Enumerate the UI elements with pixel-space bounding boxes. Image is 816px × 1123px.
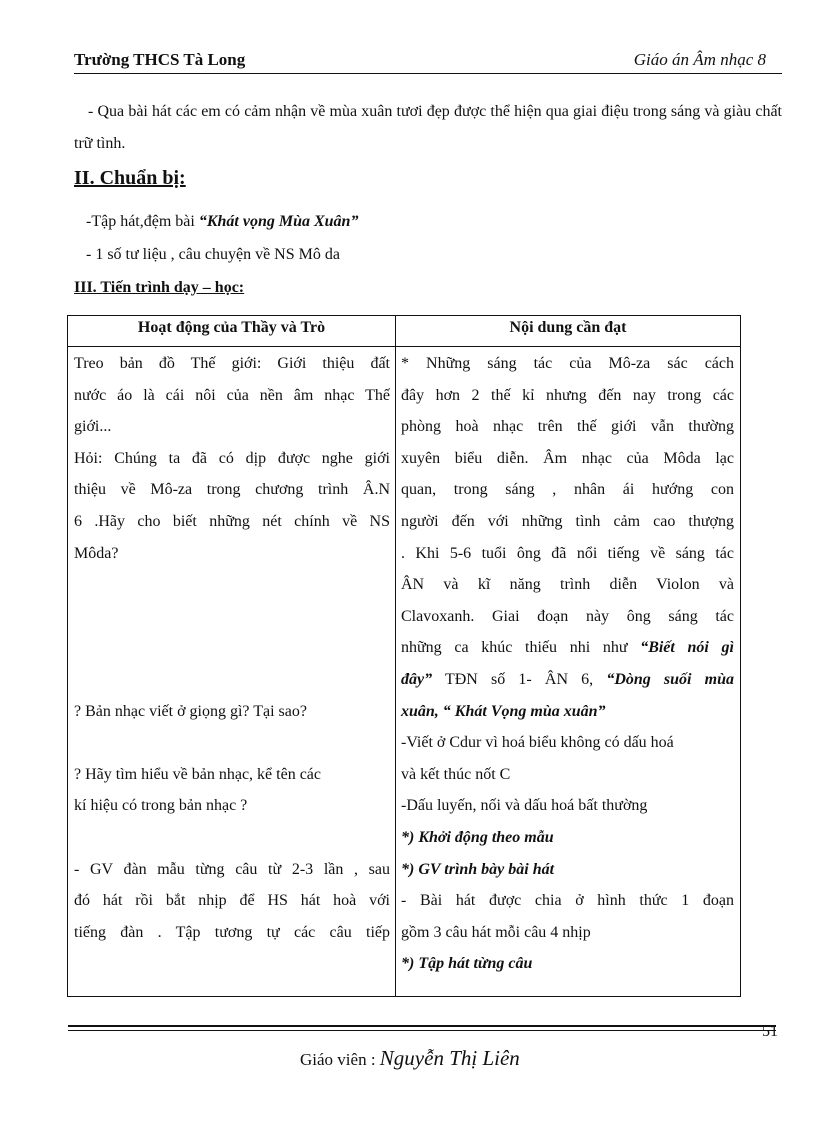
table-cell-line: xuân, “ Khát Vọng mùa xuân” bbox=[401, 702, 606, 720]
header-row-divider bbox=[68, 346, 740, 347]
header-divider bbox=[74, 73, 782, 74]
table-cell-line: *) GV trình bày bài hát bbox=[401, 860, 555, 878]
table-cell-line: Hỏi: Chúng ta đã có dịp được nghe giới bbox=[74, 449, 390, 467]
table-cell-line: đây hơn 2 thế kỉ nhưng đến nay trong các bbox=[401, 386, 734, 404]
table-cell-line: ? Bản nhạc viết ở giọng gì? Tại sao? bbox=[74, 702, 307, 720]
table-cell-line: ? Hãy tìm hiểu về bản nhạc, kể tên các bbox=[74, 765, 321, 783]
content-column bbox=[401, 348, 734, 980]
table-cell-line: Môda? bbox=[74, 544, 119, 562]
page-number: 51 bbox=[762, 1023, 778, 1040]
teacher-name: Nguyễn Thị Liên bbox=[379, 1046, 520, 1070]
table-cell-line: gồm 3 câu hát mỗi câu 4 nhịp bbox=[401, 923, 591, 941]
table-cell-line: nước áo là cái nôi của nền âm nhạc Thế bbox=[74, 386, 390, 404]
table-cell-line: người đến với những tình cảm cao thượng bbox=[401, 512, 734, 530]
column-divider bbox=[395, 316, 396, 996]
table-cell-line: -Viết ở Cdur vì hoá biểu không có dấu hoá bbox=[401, 734, 674, 752]
table-cell-line: * Những sáng tác của Mô-za sác cách bbox=[401, 355, 734, 372]
table-cell-line: đây” TĐN số 1- ÂN 6, “Dòng suối mùa bbox=[401, 670, 734, 688]
prep-item-1-text: -Tập hát,đệm bài bbox=[86, 213, 199, 230]
table-cell-line: -Dấu luyến, nối và dấu hoá bất thường bbox=[401, 797, 648, 815]
activities-column bbox=[74, 348, 390, 948]
table-cell-line: những ca khúc thiếu nhi như “Biết nói gì bbox=[401, 639, 734, 657]
teacher-label: Giáo viên : bbox=[300, 1050, 380, 1069]
table-cell-line: đó hát rồi bắt nhịp để HS hát hoà với bbox=[74, 892, 390, 910]
column-header-content: Nội dung cần đạt bbox=[509, 319, 627, 336]
table-cell-line: - GV đàn mẫu từng câu từ 2-3 lần , sau bbox=[74, 860, 390, 878]
prep-item-1 bbox=[86, 213, 358, 231]
table-cell-line: *) Khởi động theo mẫu bbox=[401, 828, 554, 846]
table-cell-line: thiệu về Mô-za trong chương trình Â.N bbox=[74, 481, 390, 499]
table-cell-line: - Bài hát được chia ở hình thức 1 đoạn bbox=[401, 892, 734, 910]
table-cell-line: phòng hoà nhạc trên thế giới vẫn thường bbox=[401, 418, 734, 436]
teacher-signature bbox=[300, 1046, 520, 1071]
table-cell-line: Treo bản đồ Thế giới: Giới thiệu đất bbox=[74, 355, 390, 372]
table-cell-line: 6 .Hãy cho biết những nét chính về NS bbox=[74, 512, 390, 530]
table-cell-line: Clavoxanh. Giai đoạn này ông sáng tác bbox=[401, 607, 734, 625]
table-cell-line: và kết thúc nốt C bbox=[401, 765, 511, 783]
page-header bbox=[74, 48, 782, 78]
table-cell-line: xuyên biểu diễn. Âm nhạc của Môda lạc bbox=[401, 449, 734, 467]
table-cell-line: ÂN và kĩ năng trình diễn Violon và bbox=[401, 576, 734, 594]
section-3-heading: III. Tiến trình dạy – học: bbox=[74, 279, 245, 296]
intro-paragraph: - Qua bài hát các em có cảm nhận về mùa xuân tươi đẹp được thể hiện qua giai điệu trong sáng và giàu chất trữ tình. bbox=[74, 103, 782, 152]
school-name: Trường THCS Tà Long bbox=[74, 50, 246, 69]
table-cell-line: tiếng đàn . Tập tương tự các câu tiếp bbox=[74, 923, 390, 941]
table-cell-line: quan, trong sáng , nhân ái hướng con bbox=[401, 481, 734, 499]
section-2-heading: II. Chuẩn bị: bbox=[74, 167, 186, 189]
table-cell-line: kí hiệu có trong bản nhạc ? bbox=[74, 797, 248, 815]
table-cell-line: *) Tập hát từng câu bbox=[401, 955, 533, 973]
song-title: “Khát vọng Mùa Xuân” bbox=[198, 213, 359, 230]
subject-title: Giáo án Âm nhạc 8 bbox=[633, 50, 766, 69]
prep-item-2: - 1 số tư liệu , câu chuyện về NS Mô da bbox=[86, 246, 340, 263]
column-header-activities: Hoạt động của Thầy và Trò bbox=[137, 319, 326, 336]
footer-rule-thin bbox=[68, 1030, 776, 1031]
lesson-table bbox=[67, 315, 741, 997]
footer-rule bbox=[68, 1025, 776, 1027]
table-cell-line: . Khi 5-6 tuổi ông đã nổi tiếng về sáng tác bbox=[401, 544, 734, 562]
table-cell-line: giới... bbox=[74, 418, 112, 436]
